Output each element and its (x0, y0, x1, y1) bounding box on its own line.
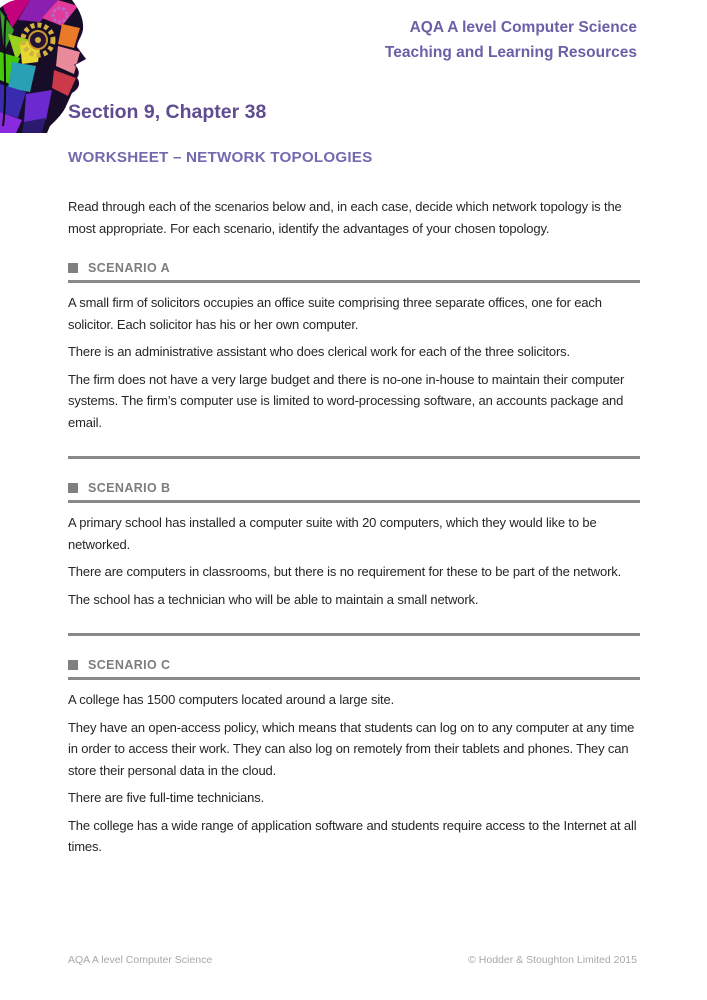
scenario-paragraph: The firm does not have a very large budget and there is no-one in-house to maintain their computer systems. The firm’s computer use is limited to word-processing software, an accounts package and email. (68, 371, 625, 430)
scenario-marker-icon (68, 660, 78, 670)
header-title-line1: AQA A level Computer Science (409, 19, 637, 36)
section-divider (68, 633, 640, 636)
scenario-label: SCENARIO A (88, 261, 171, 275)
header-title-line2: Teaching and Learning Resources (384, 43, 637, 61)
scenario-section-a (68, 261, 640, 433)
scenario-paragraph: The college has a wide range of application software and students require access to the Internet at all times. (68, 817, 637, 854)
scenario-section-c (68, 658, 640, 858)
section-title: Section 9, Chapter 38 (68, 101, 267, 123)
intro-paragraph: Read through each of the scenarios below and, in each case, decide which network topology is the most appropriate. For each scenario, identify the advantages of your chosen topology. (68, 199, 622, 236)
scenario-label: SCENARIO C (88, 658, 171, 672)
scenario-label: SCENARIO B (88, 481, 171, 495)
scenario-paragraph: There are five full-time technicians. (68, 790, 265, 805)
worksheet-title: WORKSHEET – NETWORK TOPOLOGIES (68, 149, 373, 166)
scenario-paragraph: There are computers in classrooms, but there is no requirement for these to be part of the network. (68, 564, 622, 579)
scenario-paragraph: A primary school has installed a computer suite with 20 computers, which they would like to be networked. (68, 515, 597, 552)
page-footer (68, 954, 637, 966)
footer-left: AQA A level Computer Science (68, 954, 213, 966)
scenario-section-b (68, 481, 640, 610)
scenario-paragraph: They have an open-access policy, which means that students can log on to any computer at any time in order to access their work. They can also log on remotely from their tablets and phones. They can store their personal data in the cloud. (68, 719, 635, 778)
main-content (68, 149, 640, 858)
scenario-paragraph: The school has a technician who will be able to maintain a small network. (68, 591, 479, 607)
scenario-marker-icon (68, 263, 78, 273)
scenario-marker-icon (68, 483, 78, 493)
scenario-header (68, 481, 640, 503)
footer-right: © Hodder & Stoughton Limited 2015 (468, 954, 637, 966)
document-header (385, 16, 637, 65)
scenario-paragraph: A small firm of solicitors occupies an office suite comprising three separate offices, one for each solicitor. Each solicitor has his or her own computer. (68, 295, 602, 332)
scenario-header (68, 261, 640, 283)
section-divider (68, 456, 640, 459)
scenario-header (68, 658, 640, 680)
scenario-paragraph: A college has 1500 computers located around a large site. (68, 692, 395, 707)
scenario-paragraph: There is an administrative assistant who does clerical work for each of the three solicitors. (68, 344, 570, 359)
